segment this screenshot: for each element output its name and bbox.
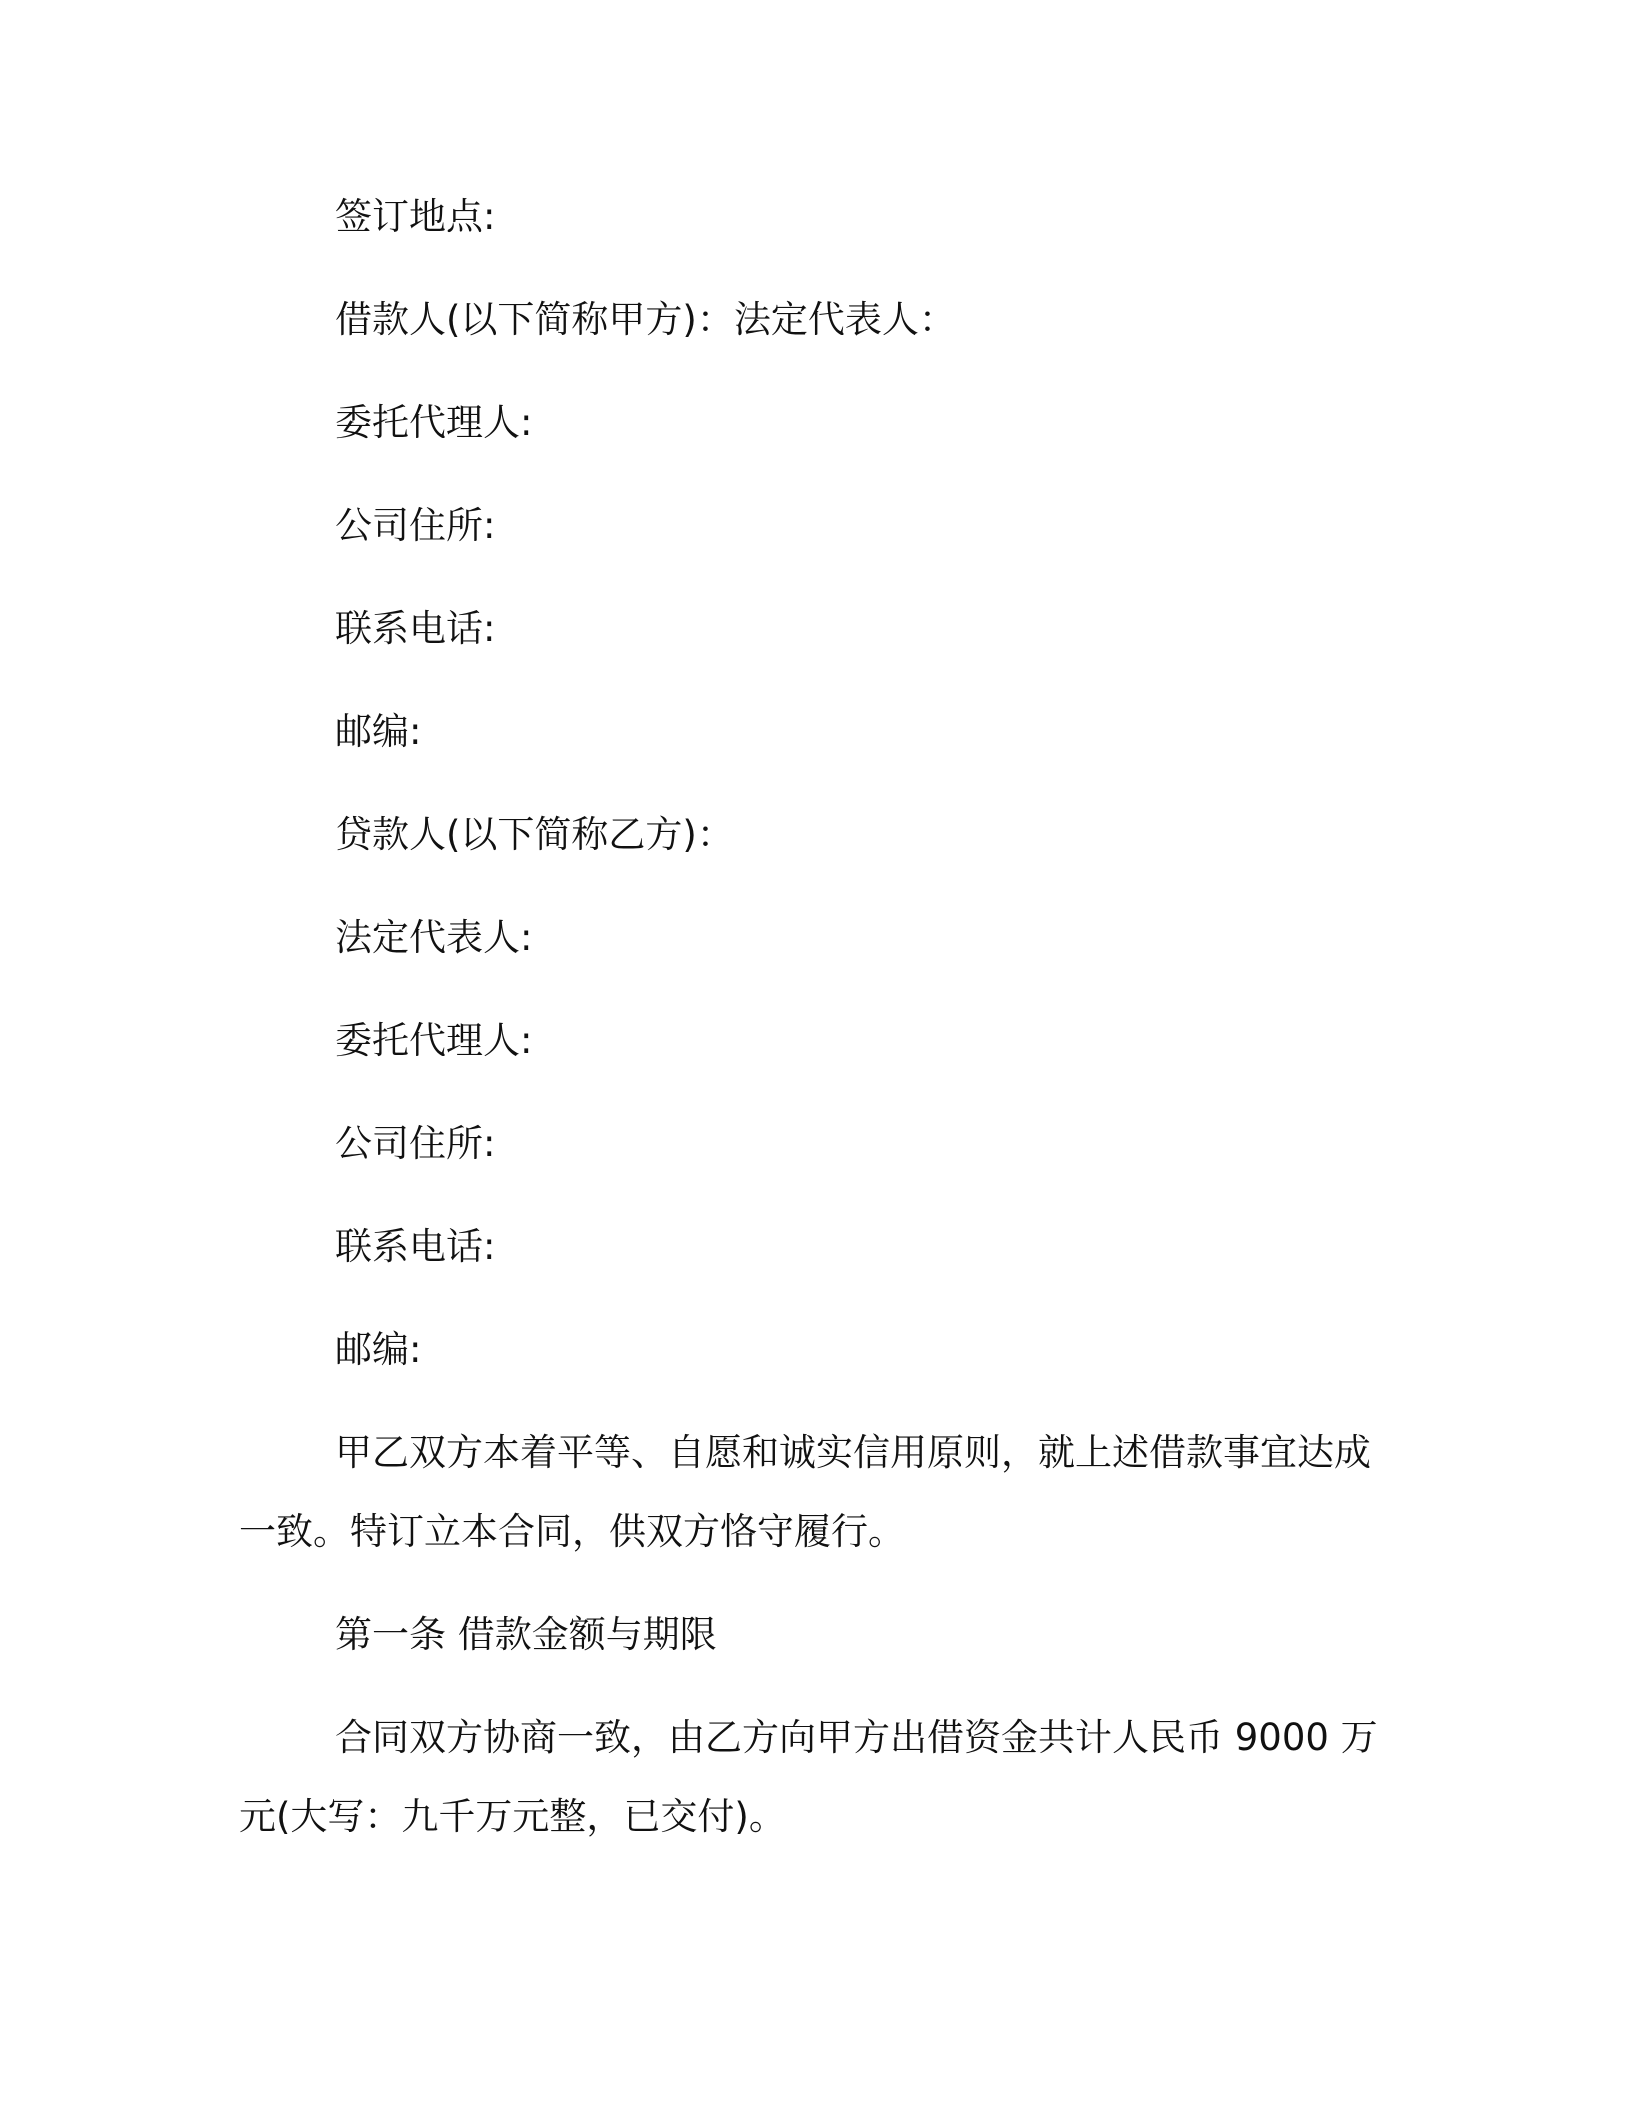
field-lender-address: 公司住所: xyxy=(335,1122,496,1165)
paragraph-amount-line2: 元(大写：九千万元整，已交付)。 xyxy=(239,1795,786,1838)
field-lender-representative: 法定代表人: xyxy=(335,916,533,959)
field-borrower-agent: 委托代理人: xyxy=(335,401,533,444)
field-borrower-phone: 联系电话: xyxy=(335,607,496,650)
field-signing-place: 签订地点: xyxy=(335,195,496,238)
paragraph-amount-line1: 合同双方协商一致，由乙方向甲方出借资金共计人民币 9000 万 xyxy=(335,1716,1378,1759)
field-lender: 贷款人(以下简称乙方)： xyxy=(335,813,734,856)
field-lender-agent: 委托代理人: xyxy=(335,1019,533,1062)
field-borrower-postcode: 邮编: xyxy=(335,710,422,753)
field-borrower: 借款人(以下简称甲方)：法定代表人： xyxy=(335,298,956,341)
paragraph-principle-line2: 一致。特订立本合同，供双方恪守履行。 xyxy=(239,1510,905,1553)
field-borrower-address: 公司住所: xyxy=(335,504,496,547)
paragraph-principle-line1: 甲乙双方本着平等、自愿和诚实信用原则，就上述借款事宜达成 xyxy=(335,1431,1371,1474)
article-1-title: 第一条 借款金额与期限 xyxy=(335,1613,717,1656)
field-lender-postcode: 邮编: xyxy=(335,1328,422,1371)
field-lender-phone: 联系电话: xyxy=(335,1225,496,1268)
